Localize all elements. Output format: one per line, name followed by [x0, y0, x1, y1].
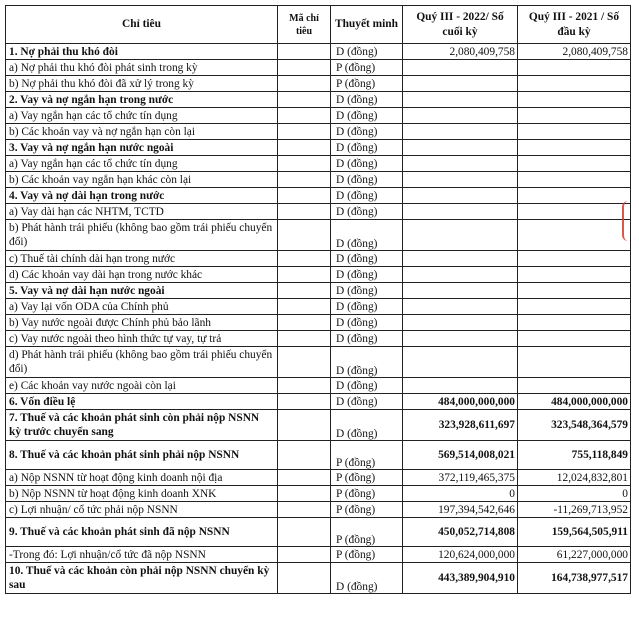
row-value-q3-2021: 164,738,977,517: [518, 563, 631, 594]
row-unit: D (đồng): [331, 188, 403, 204]
table-row: [6, 76, 631, 92]
row-value-q3-2021: [518, 299, 631, 315]
row-value-q3-2022: [403, 60, 518, 76]
row-code: [278, 410, 331, 441]
row-unit: D (đồng): [331, 251, 403, 267]
row-value-q3-2022: [403, 204, 518, 220]
row-label: b) Các khoản vay ngắn hạn khác còn lại: [6, 172, 278, 188]
row-unit: P (đồng): [331, 502, 403, 518]
row-label: b) Nợ phải thu khó đòi đã xử lý trong kỳ: [6, 76, 278, 92]
row-unit: D (đồng): [331, 410, 403, 441]
row-unit: D (đồng): [331, 156, 403, 172]
row-code: [278, 251, 331, 267]
row-code: [278, 347, 331, 378]
row-value-q3-2022: [403, 315, 518, 331]
row-unit: D (đồng): [331, 299, 403, 315]
row-label: a) Vay ngắn hạn các tổ chức tín dụng: [6, 156, 278, 172]
row-label: b) Các khoản vay và nợ ngắn hạn còn lại: [6, 124, 278, 140]
header-q3-2021: Quý III - 2021 / Số đầu kỳ: [518, 6, 631, 44]
row-unit: D (đồng): [331, 378, 403, 394]
table-row: [6, 156, 631, 172]
row-code: [278, 470, 331, 486]
row-code: [278, 60, 331, 76]
row-label: a) Nợ phải thu khó đòi phát sinh trong kỳ: [6, 60, 278, 76]
table-row: [6, 124, 631, 140]
table-row: [6, 331, 631, 347]
table-row: [6, 108, 631, 124]
row-value-q3-2021: [518, 220, 631, 251]
row-label: 9. Thuế và các khoản phát sinh đã nộp NSNN: [6, 518, 278, 547]
row-code: [278, 76, 331, 92]
row-unit: P (đồng): [331, 76, 403, 92]
row-value-q3-2021: [518, 76, 631, 92]
row-label: b) Phát hành trái phiếu (không bao gồm trái phiếu chuyển đổi): [6, 220, 278, 251]
table-row: [6, 410, 631, 441]
row-code: [278, 331, 331, 347]
row-value-q3-2021: [518, 108, 631, 124]
row-code: [278, 108, 331, 124]
row-value-q3-2022: [403, 188, 518, 204]
table-row: [6, 563, 631, 594]
row-unit: D (đồng): [331, 220, 403, 251]
table-row: [6, 394, 631, 410]
row-code: [278, 547, 331, 563]
row-label: d) Các khoản vay dài hạn trong nước khác: [6, 267, 278, 283]
table-row: [6, 44, 631, 60]
row-value-q3-2021: [518, 156, 631, 172]
row-value-q3-2022: [403, 156, 518, 172]
row-value-q3-2022: [403, 331, 518, 347]
row-value-q3-2021: 159,564,505,911: [518, 518, 631, 547]
row-value-q3-2021: 755,118,849: [518, 441, 631, 470]
row-value-q3-2022: [403, 251, 518, 267]
row-unit: D (đồng): [331, 394, 403, 410]
red-stamp-edge: [622, 201, 632, 241]
row-value-q3-2022: [403, 283, 518, 299]
row-value-q3-2021: [518, 60, 631, 76]
row-code: [278, 44, 331, 60]
table-row: [6, 518, 631, 547]
row-label: d) Phát hành trái phiếu (không bao gồm trái phiếu chuyển đổi): [6, 347, 278, 378]
row-code: [278, 172, 331, 188]
row-value-q3-2021: [518, 124, 631, 140]
row-label: b) Vay nước ngoài được Chính phủ bảo lãnh: [6, 315, 278, 331]
table-row: [6, 378, 631, 394]
header-q3-2022: Quý III - 2022/ Số cuối kỳ: [403, 6, 518, 44]
row-label: 4. Vay và nợ dài hạn trong nước: [6, 188, 278, 204]
row-unit: P (đồng): [331, 547, 403, 563]
row-value-q3-2021: [518, 92, 631, 108]
table-row: [6, 204, 631, 220]
row-value-q3-2021: [518, 172, 631, 188]
row-code: [278, 441, 331, 470]
row-code: [278, 563, 331, 594]
row-code: [278, 220, 331, 251]
row-value-q3-2021: 484,000,000,000: [518, 394, 631, 410]
row-value-q3-2022: [403, 124, 518, 140]
row-label: c) Thuế tài chính dài hạn trong nước: [6, 251, 278, 267]
row-value-q3-2021: 0: [518, 486, 631, 502]
row-code: [278, 267, 331, 283]
table-row: [6, 172, 631, 188]
table-row: [6, 502, 631, 518]
row-unit: P (đồng): [331, 60, 403, 76]
table-row: [6, 547, 631, 563]
row-value-q3-2022: 372,119,465,375: [403, 470, 518, 486]
row-code: [278, 156, 331, 172]
row-code: [278, 518, 331, 547]
row-value-q3-2022: [403, 299, 518, 315]
row-value-q3-2022: 0: [403, 486, 518, 502]
row-value-q3-2022: [403, 220, 518, 251]
row-unit: D (đồng): [331, 140, 403, 156]
row-label: a) Vay lại vốn ODA của Chính phủ: [6, 299, 278, 315]
financial-indicator-table: [5, 5, 631, 594]
row-label: c) Vay nước ngoài theo hình thức tự vay, tự trả: [6, 331, 278, 347]
row-value-q3-2022: 450,052,714,808: [403, 518, 518, 547]
row-label: 3. Vay và nợ ngắn hạn nước ngoài: [6, 140, 278, 156]
row-label: b) Nộp NSNN từ hoạt động kinh doanh XNK: [6, 486, 278, 502]
row-unit: P (đồng): [331, 518, 403, 547]
header-thuyet-minh: Thuyết minh: [331, 6, 403, 44]
row-unit: D (đồng): [331, 108, 403, 124]
table-row: [6, 220, 631, 251]
row-label: a) Nộp NSNN từ hoạt động kinh doanh nội địa: [6, 470, 278, 486]
row-value-q3-2022: [403, 76, 518, 92]
row-label: 2. Vay và nợ ngắn hạn trong nước: [6, 92, 278, 108]
table-body: [6, 44, 631, 594]
row-label: c) Lợi nhuận/ cổ tức phải nộp NSNN: [6, 502, 278, 518]
row-value-q3-2022: [403, 172, 518, 188]
row-value-q3-2022: [403, 140, 518, 156]
table-row: [6, 470, 631, 486]
row-unit: D (đồng): [331, 92, 403, 108]
row-unit: D (đồng): [331, 267, 403, 283]
row-value-q3-2022: 197,394,542,646: [403, 502, 518, 518]
row-value-q3-2022: 569,514,008,021: [403, 441, 518, 470]
row-value-q3-2021: [518, 188, 631, 204]
row-value-q3-2021: [518, 378, 631, 394]
row-label: a) Vay dài hạn các NHTM, TCTD: [6, 204, 278, 220]
row-value-q3-2021: [518, 140, 631, 156]
table-row: [6, 60, 631, 76]
row-code: [278, 502, 331, 518]
row-unit: D (đồng): [331, 315, 403, 331]
table-row: [6, 188, 631, 204]
row-unit: D (đồng): [331, 283, 403, 299]
row-code: [278, 486, 331, 502]
table-row: [6, 140, 631, 156]
row-code: [278, 378, 331, 394]
report-sheet: [5, 5, 630, 594]
row-value-q3-2022: [403, 267, 518, 283]
header-chi-tieu: Chỉ tiêu: [6, 6, 278, 44]
row-value-q3-2022: [403, 108, 518, 124]
row-unit: D (đồng): [331, 124, 403, 140]
row-value-q3-2021: 61,227,000,000: [518, 547, 631, 563]
row-value-q3-2022: 484,000,000,000: [403, 394, 518, 410]
table-row: [6, 299, 631, 315]
table-row: [6, 486, 631, 502]
row-value-q3-2021: 323,548,364,579: [518, 410, 631, 441]
row-unit: D (đồng): [331, 204, 403, 220]
row-label: 1. Nợ phải thu khó đòi: [6, 44, 278, 60]
row-code: [278, 140, 331, 156]
row-label: 10. Thuế và các khoản còn phải nộp NSNN chuyển kỳ sau: [6, 563, 278, 594]
row-value-q3-2021: 2,080,409,758: [518, 44, 631, 60]
row-value-q3-2021: [518, 331, 631, 347]
row-value-q3-2022: 120,624,000,000: [403, 547, 518, 563]
row-value-q3-2022: [403, 378, 518, 394]
row-code: [278, 315, 331, 331]
table-row: [6, 441, 631, 470]
row-unit: P (đồng): [331, 441, 403, 470]
row-code: [278, 188, 331, 204]
row-value-q3-2021: -11,269,713,952: [518, 502, 631, 518]
table-header-row: [6, 6, 631, 44]
row-value-q3-2022: [403, 92, 518, 108]
row-label: 5. Vay và nợ dài hạn nước ngoài: [6, 283, 278, 299]
row-unit: P (đồng): [331, 486, 403, 502]
row-label: 6. Vốn điều lệ: [6, 394, 278, 410]
row-value-q3-2021: [518, 283, 631, 299]
row-value-q3-2022: [403, 347, 518, 378]
row-unit: P (đồng): [331, 470, 403, 486]
row-unit: D (đồng): [331, 44, 403, 60]
row-label: 7. Thuế và các khoản phát sinh còn phải nộp NSNN kỳ trước chuyển sang: [6, 410, 278, 441]
row-label: a) Vay ngắn hạn các tổ chức tín dụng: [6, 108, 278, 124]
row-unit: D (đồng): [331, 172, 403, 188]
row-value-q3-2022: 323,928,611,697: [403, 410, 518, 441]
row-value-q3-2021: [518, 315, 631, 331]
table-row: [6, 251, 631, 267]
table-row: [6, 283, 631, 299]
row-label: e) Các khoản vay nước ngoài còn lại: [6, 378, 278, 394]
table-row: [6, 267, 631, 283]
table-row: [6, 92, 631, 108]
header-ma-chi-tieu: Mã chỉ tiêu: [278, 6, 331, 44]
row-unit: D (đồng): [331, 563, 403, 594]
row-code: [278, 299, 331, 315]
row-value-q3-2022: 443,389,904,910: [403, 563, 518, 594]
row-label: 8. Thuế và các khoản phát sinh phải nộp NSNN: [6, 441, 278, 470]
row-value-q3-2021: [518, 267, 631, 283]
row-code: [278, 92, 331, 108]
row-code: [278, 283, 331, 299]
table-row: [6, 315, 631, 331]
row-value-q3-2022: 2,080,409,758: [403, 44, 518, 60]
row-code: [278, 124, 331, 140]
row-code: [278, 394, 331, 410]
row-value-q3-2021: [518, 347, 631, 378]
row-unit: D (đồng): [331, 331, 403, 347]
row-unit: D (đồng): [331, 347, 403, 378]
row-value-q3-2021: 12,024,832,801: [518, 470, 631, 486]
row-label: -Trong đó: Lợi nhuận/cổ tức đã nộp NSNN: [6, 547, 278, 563]
row-code: [278, 204, 331, 220]
table-row: [6, 347, 631, 378]
row-value-q3-2021: [518, 251, 631, 267]
row-value-q3-2021: [518, 204, 631, 220]
